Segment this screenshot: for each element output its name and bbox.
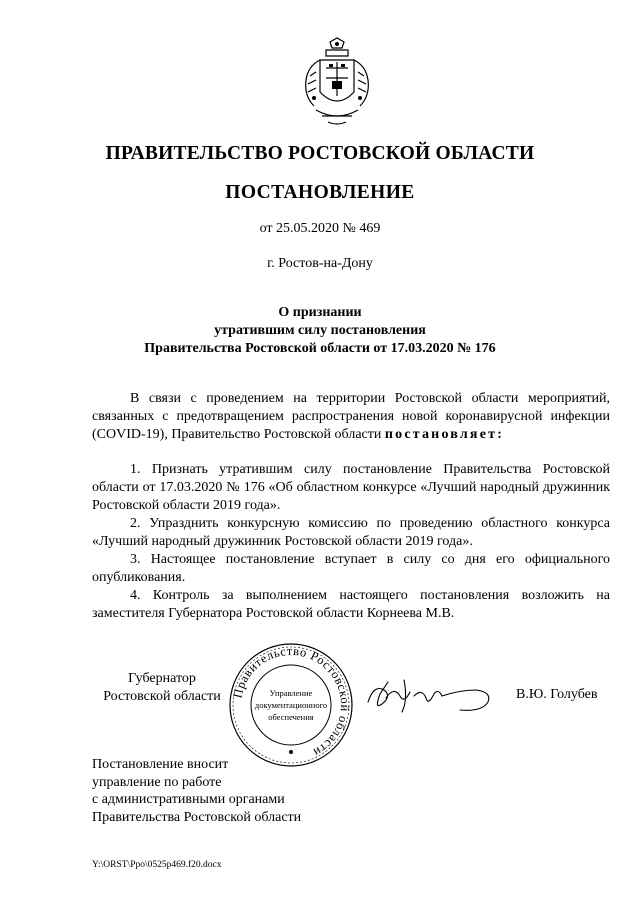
decree-item: 1. Признать утратившим силу постановление Правительства Ростовской области от 17.03.2020 № 176 «Об областном конкурсе «Лучший народный дружинник Ростовской области 2019 года». xyxy=(92,462,610,513)
decree-item: 3. Настоящее постановление вступает в силу со дня его официального опубликования. xyxy=(92,552,610,585)
organization-title: ПРАВИТЕЛЬСТВО РОСТОВСКОЙ ОБЛАСТИ xyxy=(105,143,535,164)
decree-word: постановляет: xyxy=(384,427,505,442)
signer-position-line: Губернатор xyxy=(128,671,196,686)
decree-item: 2. Упразднить конкурсную комиссию по проведению областного конкурса «Лучший народный дружинник Ростовской области 2019 года». xyxy=(92,516,610,549)
submission-note-line: управление по работе xyxy=(92,774,222,790)
seal-inner-text: обеспечения xyxy=(268,712,314,722)
coat-of-arms-icon xyxy=(296,36,378,128)
subject-line: утратившим силу постановления xyxy=(214,323,426,338)
document-date-number: от 25.05.2020 № 469 xyxy=(259,221,381,236)
seal-inner-text: Управление xyxy=(269,688,313,698)
handwritten-signature xyxy=(364,672,494,720)
document-city: г. Ростов-на-Дону xyxy=(267,256,373,271)
submission-note-line: Постановление вносит xyxy=(92,757,229,772)
signer-name: В.Ю. Голубев xyxy=(516,687,598,702)
submission-note xyxy=(92,756,352,826)
document-subject xyxy=(0,304,640,358)
subject-line: Правительства Ростовской области от 17.03.2020 № 176 xyxy=(144,341,496,356)
decree-item: 4. Контроль за выполнением настоящего постановления возложить на заместителя Губернатора Ростовской области Корнеева М.В. xyxy=(92,588,610,621)
submission-note-line: с административными органами xyxy=(92,792,285,807)
document-type: ПОСТАНОВЛЕНИЕ xyxy=(225,182,415,203)
file-path: Y:\ORST\Ppo\0525p469.f20.docx xyxy=(92,860,222,870)
seal-inner-text: документационного xyxy=(254,700,328,710)
official-seal xyxy=(228,642,354,768)
preamble-text: В связи с проведением на территории Ростовской области мероприятий, связанных с предотвращением распространения новой коронавирусной инфекции (COVID-19), Правительство Ростовской области xyxy=(92,391,610,442)
decree-items xyxy=(92,461,610,623)
signer-position xyxy=(92,670,232,706)
subject-line: О признании xyxy=(278,305,362,320)
seal-outer-text: Правительство Ростовской области xyxy=(230,643,353,760)
preamble-paragraph xyxy=(92,390,610,444)
submission-note-line: Правительства Ростовской области xyxy=(92,809,302,825)
signer-position-line: Ростовской области xyxy=(103,689,221,704)
